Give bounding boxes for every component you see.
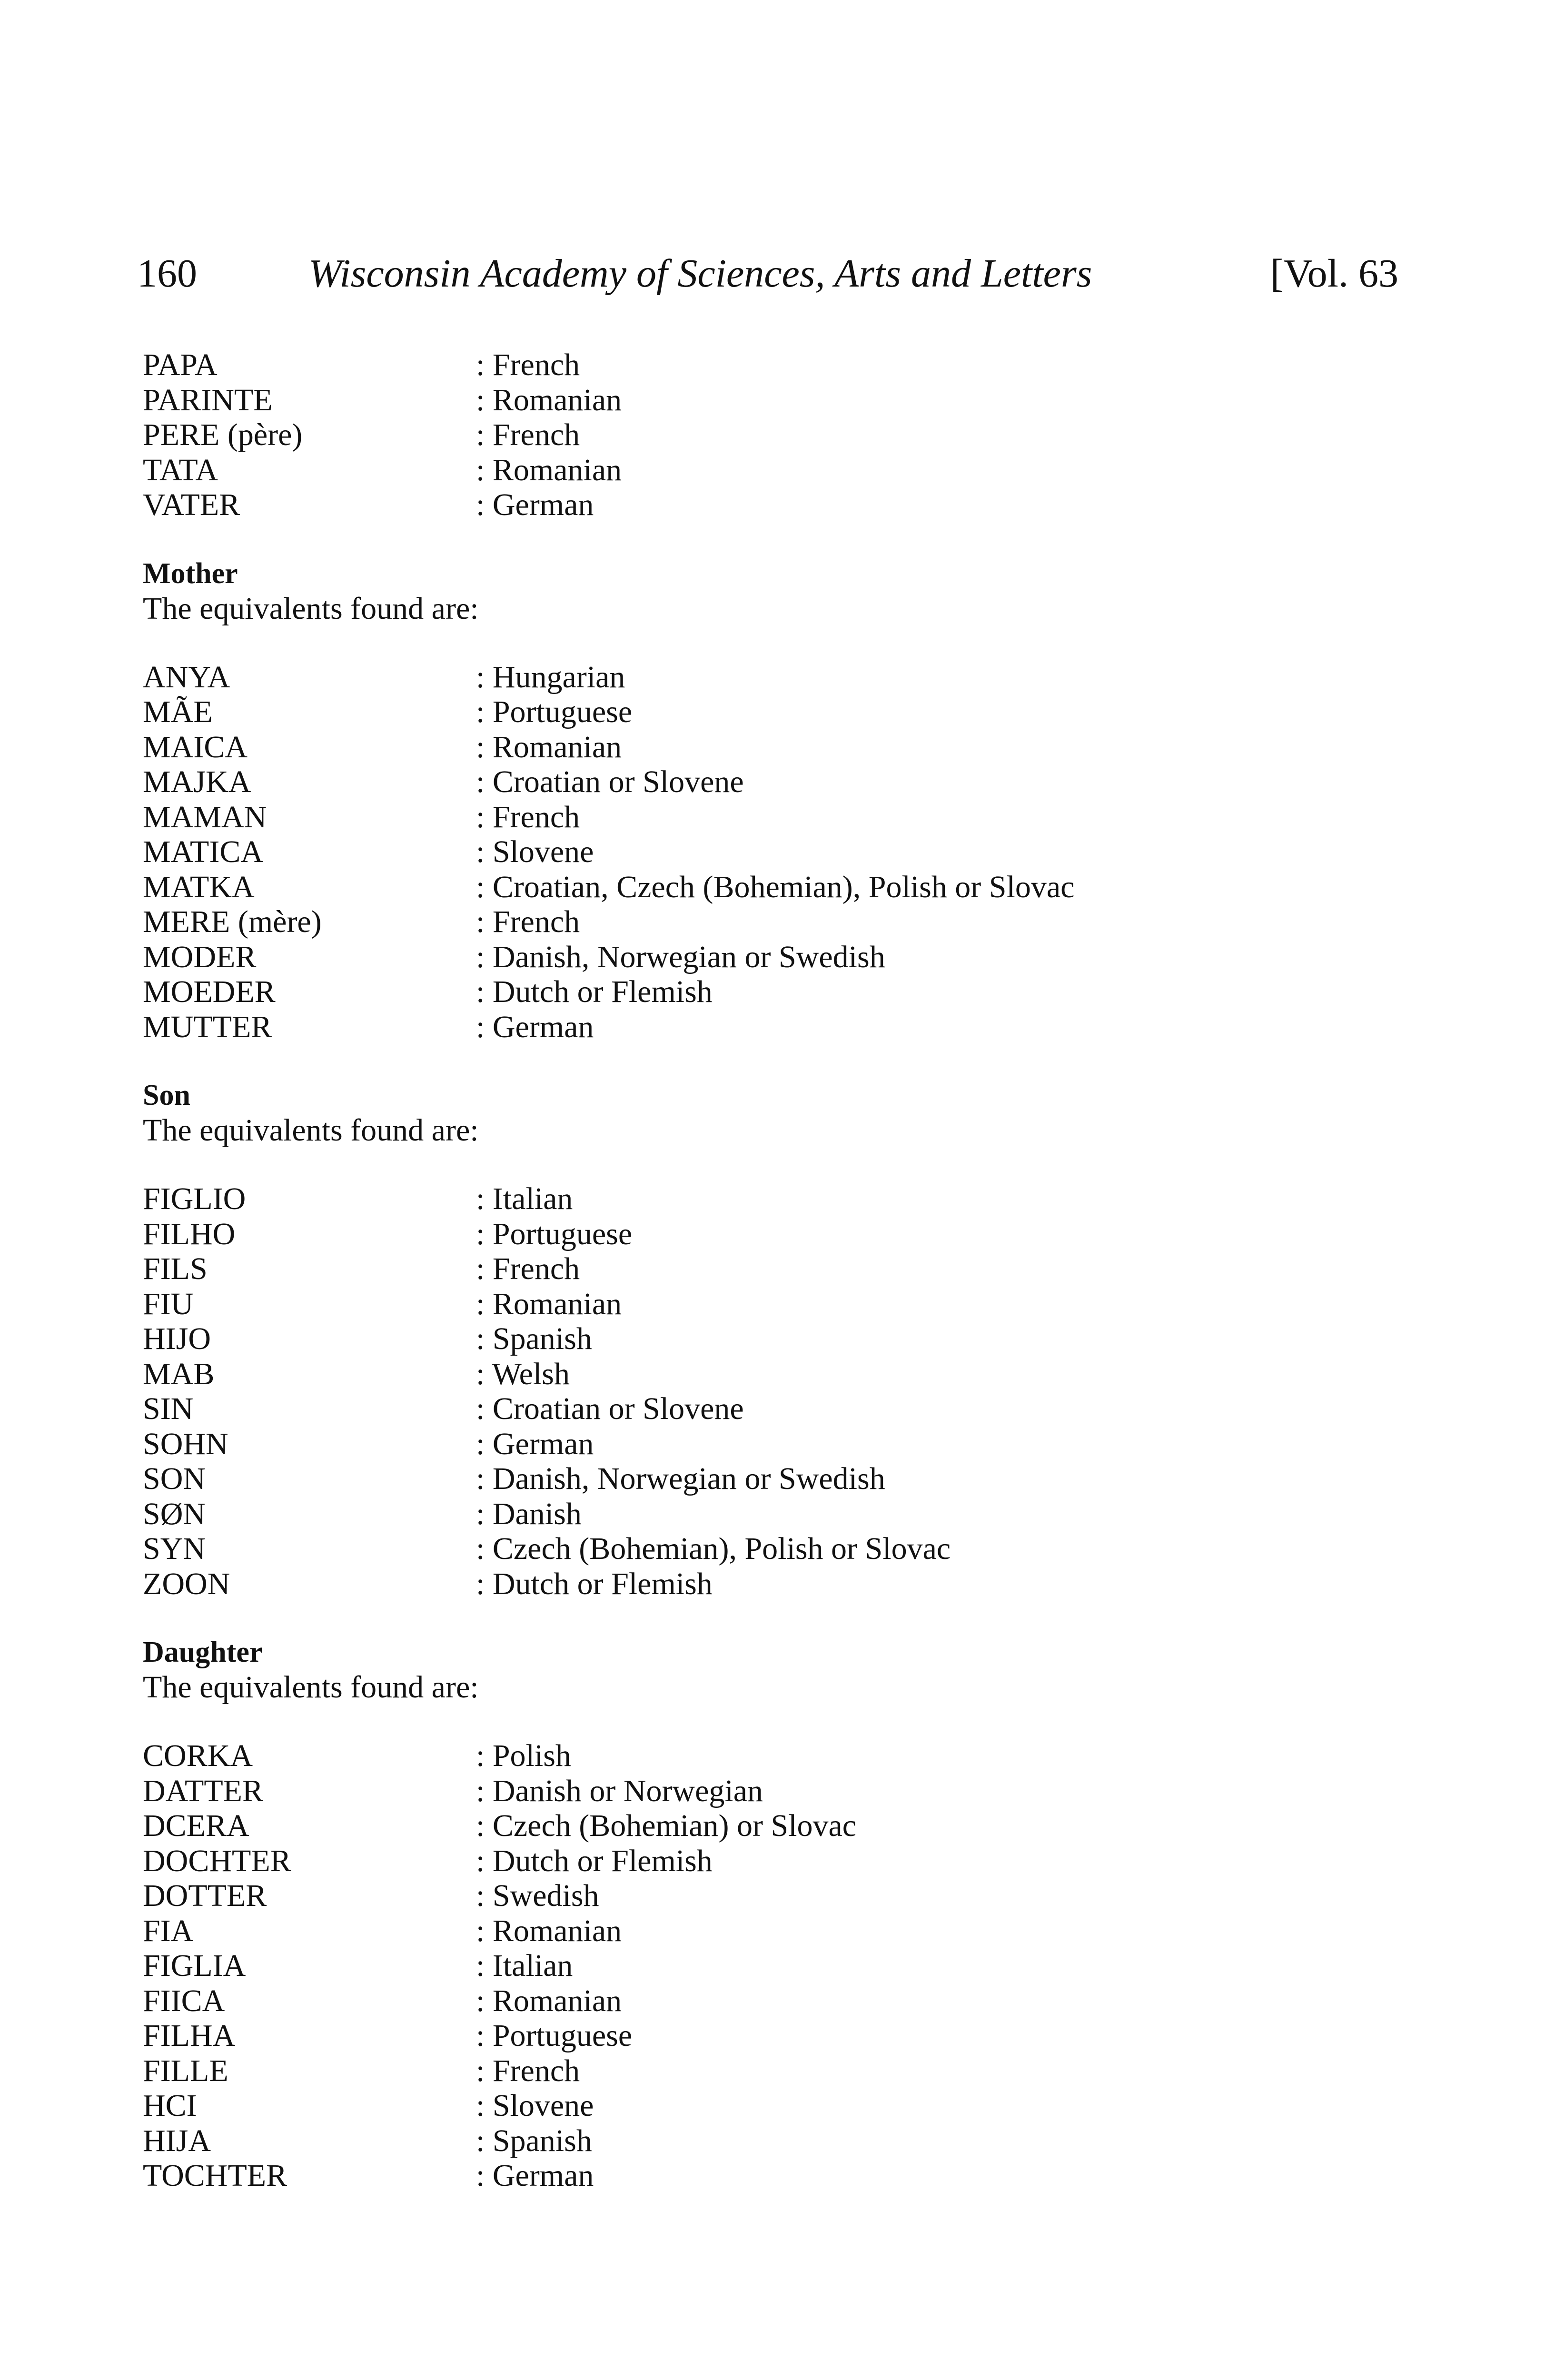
entry-word: DATTER [143, 1773, 263, 1808]
entry-language: : German [476, 1009, 594, 1044]
entry-row [143, 2018, 1404, 2053]
section-mother [143, 556, 1404, 1045]
entry-word: CORKA [143, 1738, 253, 1773]
entry-row [143, 834, 1404, 870]
entry-language: : French [476, 2053, 580, 2088]
entry-row [143, 1948, 1404, 1983]
entry-language: : French [476, 799, 580, 834]
entry-word: SYN [143, 1531, 206, 1566]
father-entries [143, 347, 1404, 523]
entry-language: : Romanian [476, 729, 622, 764]
entry-language: : Slovene [476, 834, 594, 869]
entry-row [143, 1357, 1404, 1392]
entry-language: : Croatian, Czech (Bohemian), Polish or Slovac [476, 869, 1075, 904]
entry-language: : Portuguese [476, 694, 633, 729]
entry-row [143, 1738, 1404, 1774]
section-title: Mother [143, 557, 238, 590]
entry-word: MAB [143, 1356, 215, 1391]
running-header [137, 248, 1398, 300]
son-entries [143, 1181, 1404, 1601]
entry-row [143, 764, 1404, 800]
entry-word: TOCHTER [143, 2158, 287, 2193]
entry-language: : Polish [476, 1738, 571, 1773]
entry-row [143, 1983, 1404, 2019]
entry-word: FIGLIO [143, 1181, 246, 1216]
entry-word: HIJO [143, 1321, 211, 1356]
entry-language: : French [476, 1251, 580, 1286]
entry-row [143, 453, 1404, 488]
entry-row [143, 1808, 1404, 1844]
entry-word: MOEDER [143, 974, 276, 1009]
entry-word: MATKA [143, 869, 255, 904]
entry-row [143, 1914, 1404, 1949]
entry-row [143, 1461, 1404, 1497]
entry-row [143, 1217, 1404, 1252]
section-intro: The equivalents found are: [143, 1670, 479, 1705]
entry-word: MAJKA [143, 764, 251, 799]
section-title: Son [143, 1079, 190, 1111]
entry-row [143, 904, 1404, 940]
entry-language: : Danish [476, 1496, 582, 1531]
entry-language: : Danish, Norwegian or Swedish [476, 1461, 885, 1496]
entry-language: : Welsh [476, 1356, 570, 1391]
entry-row [143, 974, 1404, 1010]
entry-language: : German [476, 1426, 594, 1461]
entry-row [143, 1531, 1404, 1567]
entry-word: FIU [143, 1286, 194, 1321]
entry-row [143, 1391, 1404, 1427]
entry-language: : Croatian or Slovene [476, 1391, 744, 1426]
entry-word: SON [143, 1461, 206, 1496]
entry-word: ZOON [143, 1566, 230, 1601]
entry-row [143, 800, 1404, 835]
entry-language: : Romanian [476, 1913, 622, 1948]
entry-language: : Romanian [476, 1286, 622, 1321]
entry-row [143, 1774, 1404, 1809]
volume-label: [Vol. 63 [1270, 251, 1398, 296]
entry-language: : Italian [476, 1181, 573, 1216]
entry-language: : Romanian [476, 382, 622, 417]
entry-row [143, 730, 1404, 765]
entry-row [143, 1427, 1404, 1462]
entry-language: : Dutch or Flemish [476, 974, 713, 1009]
entry-word: FILLE [143, 2053, 228, 2088]
section-title: Daughter [143, 1636, 263, 1668]
page-content [143, 347, 1404, 2193]
entry-language: : Portuguese [476, 2018, 633, 2053]
entry-row [143, 1251, 1404, 1287]
entry-word: SOHN [143, 1426, 228, 1461]
entry-word: MAICA [143, 729, 248, 764]
entry-row [143, 2053, 1404, 2089]
entry-word: HCI [143, 2088, 197, 2123]
section-intro: The equivalents found are: [143, 591, 479, 626]
entry-word: FIICA [143, 1983, 225, 2018]
entry-word: FILHO [143, 1216, 236, 1251]
entry-row [143, 487, 1404, 523]
mother-entries [143, 660, 1404, 1045]
entry-language: : German [476, 2158, 594, 2193]
entry-word: PERE (père) [143, 417, 303, 452]
entry-row [143, 870, 1404, 905]
entry-word: VATER [143, 487, 240, 522]
entry-row [143, 1844, 1404, 1879]
section-intro: The equivalents found are: [143, 1113, 479, 1148]
entry-word: DOTTER [143, 1878, 267, 1913]
entry-word: MÃE [143, 694, 213, 729]
entry-language: : French [476, 347, 580, 382]
journal-title: Wisconsin Academy of Sciences, Arts and Letters [308, 251, 1092, 296]
entry-row [143, 383, 1404, 418]
entry-row [143, 2088, 1404, 2123]
entry-language: : Danish or Norwegian [476, 1773, 763, 1808]
entry-word: PARINTE [143, 382, 273, 417]
entry-language: : Slovene [476, 2088, 594, 2123]
entry-row [143, 417, 1404, 453]
page-number: 160 [137, 251, 197, 296]
entry-word: TATA [143, 452, 218, 487]
entry-word: MODER [143, 939, 257, 974]
entry-word: MERE (mère) [143, 904, 322, 939]
entry-language: : Croatian or Slovene [476, 764, 744, 799]
entry-word: FIGLIA [143, 1948, 246, 1983]
entry-word: SØN [143, 1496, 206, 1531]
entry-row [143, 1567, 1404, 1602]
section-daughter [143, 1635, 1404, 2193]
entry-language: : Dutch or Flemish [476, 1843, 713, 1878]
entry-language: : Portuguese [476, 1216, 633, 1251]
section-son [143, 1078, 1404, 1601]
entry-language: : Czech (Bohemian) or Slovac [476, 1808, 857, 1843]
entry-word: PAPA [143, 347, 218, 382]
entry-row [143, 2158, 1404, 2193]
entry-row [143, 1181, 1404, 1217]
entry-word: ANYA [143, 659, 230, 694]
entry-language: : French [476, 904, 580, 939]
daughter-entries [143, 1738, 1404, 2193]
entry-row [143, 347, 1404, 383]
entry-row [143, 694, 1404, 730]
entry-row [143, 660, 1404, 695]
entry-row [143, 940, 1404, 975]
entry-row [143, 1287, 1404, 1322]
entry-row [143, 1010, 1404, 1045]
entry-language: : Spanish [476, 2123, 592, 2158]
entry-language: : German [476, 487, 594, 522]
entry-language: : Spanish [476, 1321, 592, 1356]
entry-word: SIN [143, 1391, 194, 1426]
entry-language: : French [476, 417, 580, 452]
entry-row [143, 1878, 1404, 1914]
entry-language: : Italian [476, 1948, 573, 1983]
entry-word: HIJA [143, 2123, 211, 2158]
entry-language: : Romanian [476, 452, 622, 487]
entry-language: : Romanian [476, 1983, 622, 2018]
entry-language: : Dutch or Flemish [476, 1566, 713, 1601]
entry-word: MUTTER [143, 1009, 272, 1044]
entry-language: : Danish, Norwegian or Swedish [476, 939, 885, 974]
entry-word: DCERA [143, 1808, 249, 1843]
entry-word: DOCHTER [143, 1843, 291, 1878]
entry-word: MATICA [143, 834, 264, 869]
entry-row [143, 1321, 1404, 1357]
entry-word: MAMAN [143, 799, 267, 834]
entry-row [143, 1497, 1404, 1532]
entry-language: : Swedish [476, 1878, 599, 1913]
entry-row [143, 2123, 1404, 2159]
entry-word: FIA [143, 1913, 194, 1948]
entry-language: : Czech (Bohemian), Polish or Slovac [476, 1531, 951, 1566]
entry-word: FILS [143, 1251, 208, 1286]
entry-language: : Hungarian [476, 659, 625, 694]
entry-word: FILHA [143, 2018, 236, 2053]
